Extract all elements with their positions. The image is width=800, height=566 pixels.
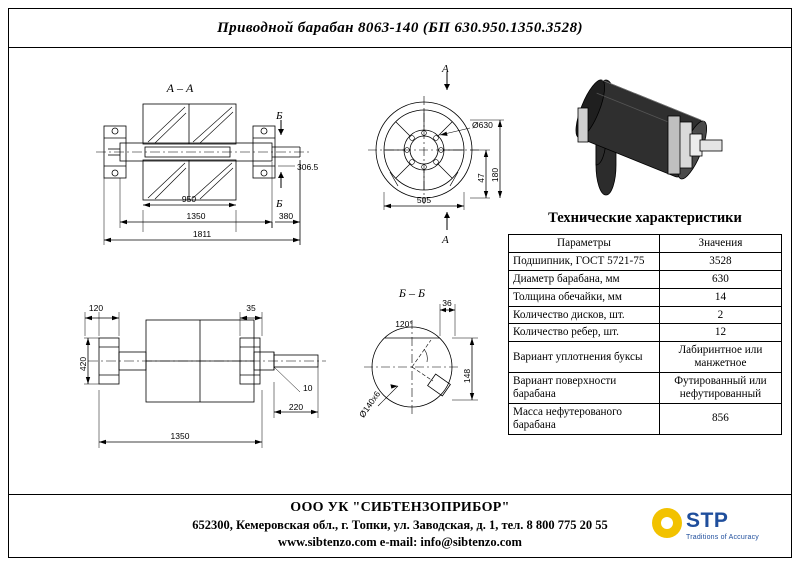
param-surface-variant: Вариант поверхности барабана bbox=[509, 373, 660, 404]
dim-140x6: Ø140x6 bbox=[356, 389, 383, 420]
header-value: Значения bbox=[659, 235, 781, 253]
value-surface-variant: Футированный или нефутированный bbox=[659, 373, 781, 404]
dim-950: 950 bbox=[181, 194, 197, 204]
section-arrow-a-top: А bbox=[442, 63, 449, 75]
value-disc-count: 2 bbox=[659, 306, 781, 324]
section-arrow-b-top: Б bbox=[276, 110, 283, 122]
company-name: ООО УК "СИБТЕНЗОПРИБОР" bbox=[290, 500, 510, 515]
dim-diameter-630: Ø630 bbox=[472, 120, 493, 130]
param-mass: Масса нефутерованого барабана bbox=[509, 403, 660, 434]
table-row bbox=[509, 342, 782, 373]
dim-35: 35 bbox=[246, 303, 256, 313]
dim-220: 220 bbox=[288, 402, 304, 412]
logo-tagline: Traditions of Accuracy bbox=[686, 534, 760, 541]
value-mass: 856 bbox=[659, 403, 781, 434]
table-row bbox=[509, 288, 782, 306]
table-row bbox=[509, 324, 782, 342]
table-header-row bbox=[509, 235, 782, 253]
value-shell-thickness: 14 bbox=[659, 288, 781, 306]
dim-47: 47 bbox=[476, 173, 486, 183]
dim-306-5: 306.5 bbox=[297, 162, 319, 172]
value-seal-variant: Лабиринтное или манжетное bbox=[659, 342, 781, 373]
section-arrow-a-bottom: А bbox=[442, 234, 449, 246]
company-logo bbox=[652, 506, 770, 550]
company-contacts: www.sibtenzo.com e-mail: info@sibtenzo.com bbox=[278, 535, 522, 549]
value-rib-count: 12 bbox=[659, 324, 781, 342]
page-title: Приводной барабан 8063-140 (БП 630.950.1350.3528) bbox=[217, 20, 583, 36]
value-drum-diameter: 630 bbox=[659, 270, 781, 288]
dim-180: 180 bbox=[490, 167, 500, 183]
table-row bbox=[509, 252, 782, 270]
dim-380: 380 bbox=[278, 211, 294, 221]
company-address: 652300, Кемеровская обл., г. Топки, ул. Заводская, д. 1, тел. 8 800 775 20 55 bbox=[192, 518, 608, 532]
dim-505: 505 bbox=[416, 195, 432, 205]
header-param: Параметры bbox=[509, 235, 660, 253]
dim-1350-top: 1350 bbox=[186, 211, 206, 221]
table-row bbox=[509, 373, 782, 404]
dim-1350-bottom: 1350 bbox=[170, 431, 190, 441]
param-rib-count: Количество ребер, шт. bbox=[509, 324, 660, 342]
logo-mark-icon bbox=[652, 508, 682, 538]
param-disc-count: Количество дисков, шт. bbox=[509, 306, 660, 324]
dim-420: 420 bbox=[78, 356, 88, 372]
param-bearing: Подшипник, ГОСТ 5721-75 bbox=[509, 252, 660, 270]
view-label-section-aa: А – А bbox=[166, 81, 194, 95]
param-shell-thickness: Толщина обечайки, мм bbox=[509, 288, 660, 306]
tech-table bbox=[508, 234, 782, 435]
dim-36: 36 bbox=[442, 298, 452, 308]
tech-table-title: Технические характеристики bbox=[548, 210, 742, 226]
dim-10: 10 bbox=[303, 383, 313, 393]
dim-120: 120 bbox=[88, 303, 104, 313]
dim-148: 148 bbox=[462, 368, 472, 384]
param-drum-diameter: Диаметр барабана, мм bbox=[509, 270, 660, 288]
view-label-section-bb: Б – Б bbox=[398, 286, 426, 300]
section-arrow-b-bottom: Б bbox=[276, 198, 283, 210]
table-row bbox=[509, 403, 782, 434]
value-bearing: 3528 bbox=[659, 252, 781, 270]
dim-120-deg: 120° bbox=[395, 319, 413, 329]
logo-name: STP bbox=[686, 509, 729, 532]
table-row bbox=[509, 270, 782, 288]
dim-1811: 1811 bbox=[192, 229, 212, 239]
table-row bbox=[509, 306, 782, 324]
param-seal-variant: Вариант уплотнения буксы bbox=[509, 342, 660, 373]
